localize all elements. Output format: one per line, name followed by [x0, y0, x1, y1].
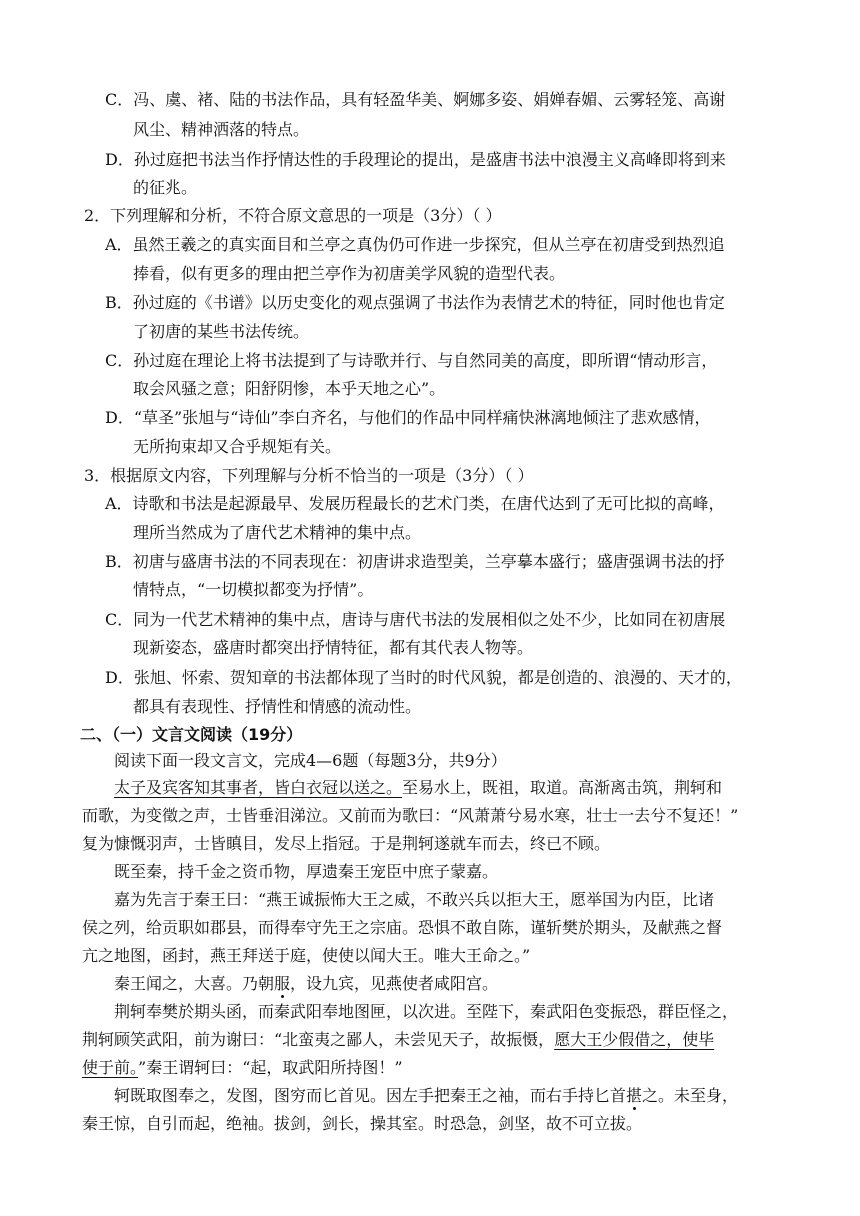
q2-option-d-line1: D．“草圣”张旭与“诗仙”李白齐名，与他们的作品中同样痛快淋漓地倾注了悲欢感情，	[105, 408, 711, 427]
passage-line-5: 嘉为先言于秦王曰：“燕王诚振怖大王之威，不敢兴兵以拒大王，愿举国为内臣，比诸	[114, 890, 715, 909]
q2-option-c-line1: C．孙过庭在理论上将书法提到了与诗歌并行、与自然同美的高度，即所谓“情动形言，	[105, 351, 718, 370]
passage-line-7: 亢之地图，函封，燕王拜送于庭，使使以闻大王。唯大王命之。”	[82, 946, 531, 965]
passage-line-1: 太子及宾客知其事者，皆白衣冠以送之。至易水上，既祖，取道。高渐离击筑，荆轲和	[114, 778, 723, 797]
passage-line-8: 秦王闻之，大喜。乃朝服，设九宾，见燕使者咸阳宫。	[114, 974, 499, 993]
q2-option-b-line1: B．孙过庭的《书谱》以历史变化的观点强调了书法作为表情艺术的特征，同时他也肯定	[105, 293, 725, 312]
q2-option-c-line2: 取会风骚之意；阳舒阴惨，本乎天地之心”。	[133, 379, 446, 398]
passage-line-12: 轲既取图奉之，发图，图穷而匕首见。因左手把秦王之袖，而右手持匕首揕之。未至身，	[114, 1086, 739, 1105]
underlined-sentence-2-part2: 使于前。	[82, 1058, 139, 1077]
passage-line-4: 既至秦，持千金之资币物，厚遗秦王宠臣中庶子蒙嘉。	[114, 862, 499, 881]
q1-option-d-line2: 的征兆。	[133, 178, 198, 197]
q3-option-d-line2: 都具有表现性、抒情性和情感的流动性。	[133, 697, 422, 716]
q3-option-b-line1: B．初唐与盛唐书法的不同表现在：初唐讲求造型美，兰亭摹本盛行；盛唐强调书法的抒	[105, 552, 725, 571]
q3-option-c-line2: 现新姿态，盛唐时都突出抒情特征，都有其代表人物等。	[133, 638, 534, 657]
q2-option-b-line2: 了初唐的某些书法传统。	[133, 322, 310, 341]
q1-option-d-line1: D．孙过庭把书法当作抒情达性的手段理论的提出，是盛唐书法中浪漫主义高峰即将到来	[105, 150, 726, 169]
q1-option-c-line1: C．冯、虞、褚、陆的书法作品，具有轻盈华美、婀娜多姿、娟婵春媚、云雾轻笼、高谢	[105, 90, 726, 109]
q3-option-c-line1: C．同为一代艺术精神的集中点，唐诗与唐代书法的发展相似之处不少，比如同在初唐展	[105, 610, 726, 629]
underlined-sentence-2-part1: 愿大王少假借之，使毕	[554, 1030, 715, 1049]
question-2-stem: 2．下列理解和分析，不符合原文意思的一项是（3分）（ ）	[84, 206, 502, 225]
reading-instruction: 阅读下面一段文言文，完成4—6题（每题3分，共9分）	[114, 751, 507, 770]
section-heading-classical-chinese: 二、（一）文言文阅读（19分）	[80, 725, 303, 744]
q2-option-d-line2: 无所拘束却又合乎规矩有关。	[133, 437, 342, 456]
q3-option-a-line2: 理所当然成为了唐代艺术精神的集中点。	[133, 523, 422, 542]
passage-line-9: 荆轲奉樊於期头函，而秦武阳奉地图匣，以次进。至陛下，秦武阳色变振恐，群臣怪之，	[114, 1002, 739, 1021]
passage-line-11: 使于前。”秦王谓轲曰：“起，取武阳所持图！”	[82, 1058, 403, 1077]
q3-option-a-line1: A．诗歌和书法是起源最早、发展历程最长的艺术门类，在唐代达到了无可比拟的高峰，	[105, 494, 725, 513]
passage-line-10: 荆轲顾笑武阳，前为谢曰：“北蛮夷之鄙人，未尝见天子，故振慑，愿大王少假借之，使毕	[82, 1030, 715, 1049]
question-3-stem: 3．根据原文内容，下列理解与分析不恰当的一项是（3分）（ ）	[84, 466, 534, 485]
underlined-sentence-1: 太子及宾客知其事者，皆白衣冠以送之。	[114, 778, 403, 797]
dotted-char-fu: 服	[274, 974, 291, 993]
passage-line-2: 而歌，为变徵之声，士皆垂泪涕泣。又前而为歌曰：“风萧萧兮易水寒，壮士一去兮不复还！”	[82, 806, 739, 825]
passage-line-13: 秦王惊，自引而起，绝袖。拔剑，剑长，操其室。时恐急，剑坚，故不可立拔。	[82, 1114, 643, 1133]
q2-option-a-line2: 捧看，似有更多的理由把兰亭作为初唐美学风貌的造型代表。	[133, 264, 566, 283]
q1-option-c-line2: 风尘、精神洒落的特点。	[133, 120, 310, 139]
passage-line-6: 侯之列，给贡职如郡县，而得奉守先王之宗庙。恐惧不敢自陈，谨斩樊於期头，及献燕之督	[82, 918, 723, 937]
q3-option-d-line1: D．张旭、怀索、贺知章的书法都体现了当时的时代风貌，都是创造的、浪漫的、天才的，	[105, 668, 742, 687]
passage-line-3: 复为慷慨羽声，士皆瞋目，发尽上指冠。于是荆轲遂就车而去，终已不顾。	[82, 834, 611, 853]
q2-option-a-line1: A．虽然王羲之的真实面目和兰亭之真伪仍可作进一步探究，但从兰亭在初唐受到热烈追	[105, 235, 725, 254]
q3-option-b-line2: 情特点，“一切模拟都变为抒情”。	[133, 580, 374, 599]
dotted-char-zhen: 揕	[626, 1086, 643, 1105]
